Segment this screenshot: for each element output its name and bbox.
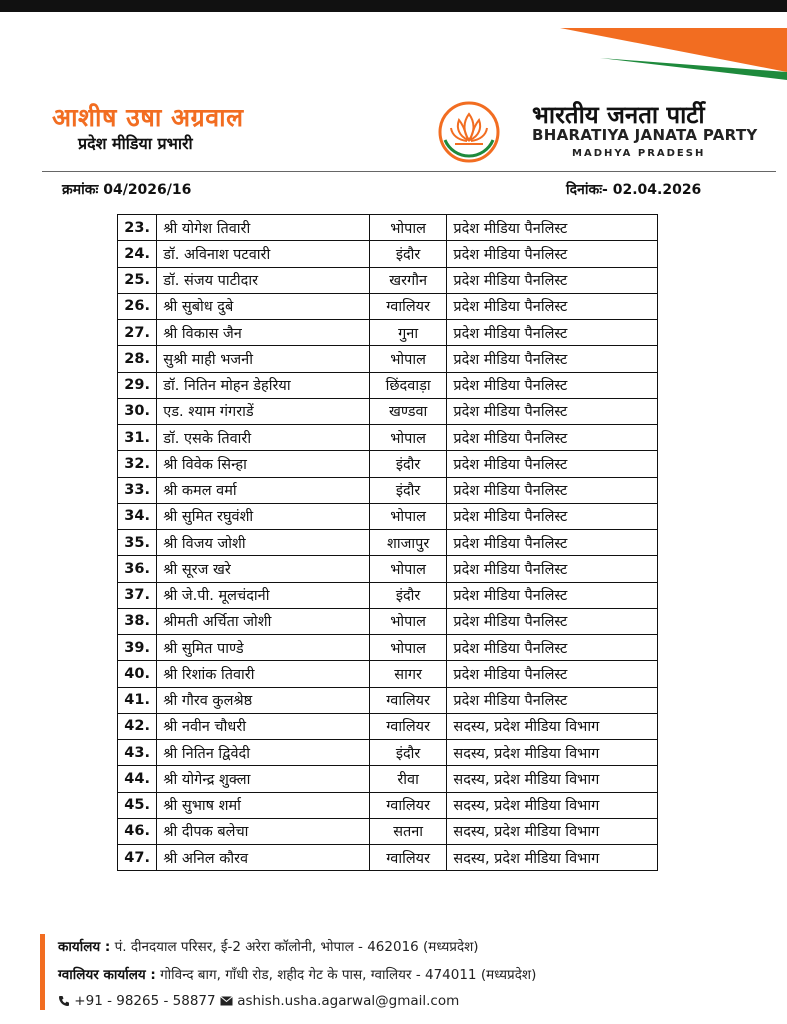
designation-cell: प्रदेश मीडिया पैनलिस्ट [447, 320, 658, 346]
city-cell: छिंदवाड़ा [369, 372, 447, 398]
table-row [118, 608, 658, 634]
serial-number-cell: 32. [118, 451, 157, 477]
members-table [117, 214, 658, 871]
city-cell: भोपाल [369, 346, 447, 372]
table-row [118, 320, 658, 346]
party-state: MADHYA PRADESH [572, 148, 706, 159]
serial-number-cell: 41. [118, 687, 157, 713]
member-name-cell: श्री योगेश तिवारी [157, 215, 370, 241]
designation-cell: सदस्य, प्रदेश मीडिया विभाग [447, 845, 658, 871]
date-label: दिनांकः- [566, 182, 608, 198]
city-cell: शाजापुर [369, 530, 447, 556]
contact-line [58, 993, 459, 1009]
reference-label: क्रमांकः [62, 182, 99, 198]
member-name-cell: श्री कमल वर्मा [157, 477, 370, 503]
phone-icon [58, 995, 70, 1007]
office-address-line [58, 937, 479, 955]
member-name-cell: श्री नितिन द्विवेदी [157, 740, 370, 766]
city-cell: सतना [369, 818, 447, 844]
gwalior-address: गोविन्द बाग, गाँधी रोड, शहीद गेट के पास, ग्वालियर - 474011 (मध्यप्रदेश) [160, 967, 537, 983]
city-cell: भोपाल [369, 503, 447, 529]
city-cell: भोपाल [369, 215, 447, 241]
table-row [118, 372, 658, 398]
designation-cell: प्रदेश मीडिया पैनलिस्ट [447, 608, 658, 634]
serial-number-cell: 39. [118, 635, 157, 661]
designation-cell: सदस्य, प्रदेश मीडिया विभाग [447, 818, 658, 844]
table-row [118, 792, 658, 818]
city-cell: इंदौर [369, 740, 447, 766]
designation-cell: प्रदेश मीडिया पैनलिस्ट [447, 267, 658, 293]
header-divider [42, 171, 776, 172]
email-address[interactable]: ashish.usha.agarwal@gmail.com [237, 993, 460, 1009]
serial-number-cell: 40. [118, 661, 157, 687]
serial-number-cell: 27. [118, 320, 157, 346]
official-name: आशीष उषा अग्रवाल [52, 103, 244, 132]
member-name-cell: श्री सूरज खरे [157, 556, 370, 582]
reference-number [62, 180, 191, 199]
designation-cell: प्रदेश मीडिया पैनलिस्ट [447, 530, 658, 556]
table-row [118, 635, 658, 661]
member-name-cell: श्री नवीन चौधरी [157, 713, 370, 739]
reference-value: 04/2026/16 [103, 182, 192, 198]
designation-cell: प्रदेश मीडिया पैनलिस्ट [447, 241, 658, 267]
serial-number-cell: 25. [118, 267, 157, 293]
member-name-cell: डॉ. अविनाश पटवारी [157, 241, 370, 267]
designation-cell: प्रदेश मीडिया पैनलिस्ट [447, 635, 658, 661]
table-row [118, 267, 658, 293]
date-value: 02.04.2026 [612, 182, 702, 198]
table-row [118, 556, 658, 582]
table-row [118, 477, 658, 503]
serial-number-cell: 44. [118, 766, 157, 792]
serial-number-cell: 31. [118, 425, 157, 451]
member-name-cell: डॉ. नितिन मोहन डेहरिया [157, 372, 370, 398]
city-cell: इंदौर [369, 582, 447, 608]
gwalior-label: ग्वालियर कार्यालय : [58, 967, 156, 983]
table-row [118, 398, 658, 424]
table-row [118, 425, 658, 451]
table-row [118, 215, 658, 241]
serial-number-cell: 28. [118, 346, 157, 372]
table-row [118, 451, 658, 477]
serial-number-cell: 36. [118, 556, 157, 582]
city-cell: ग्वालियर [369, 792, 447, 818]
city-cell: भोपाल [369, 608, 447, 634]
phone-number[interactable]: +91 - 98265 - 58877 [74, 993, 216, 1009]
serial-number-cell: 47. [118, 845, 157, 871]
table-row [118, 740, 658, 766]
member-name-cell: श्री सुबोध दुबे [157, 293, 370, 319]
saffron-green-corner-banner [0, 0, 787, 90]
designation-cell: प्रदेश मीडिया पैनलिस्ट [447, 215, 658, 241]
member-name-cell: एड. श्याम गंगराडें [157, 398, 370, 424]
serial-number-cell: 37. [118, 582, 157, 608]
member-name-cell: श्री विवेक सिन्हा [157, 451, 370, 477]
member-name-cell: श्री जे.पी. मूलचंदानी [157, 582, 370, 608]
office-address: पं. दीनदयाल परिसर, ई-2 अरेरा कॉलोनी, भोपाल - 462016 (मध्यप्रदेश) [114, 939, 479, 955]
city-cell: ग्वालियर [369, 713, 447, 739]
serial-number-cell: 43. [118, 740, 157, 766]
designation-cell: प्रदेश मीडिया पैनलिस्ट [447, 477, 658, 503]
serial-number-cell: 26. [118, 293, 157, 319]
designation-cell: प्रदेश मीडिया पैनलिस्ट [447, 398, 658, 424]
city-cell: भोपाल [369, 556, 447, 582]
table-row [118, 503, 658, 529]
designation-cell: सदस्य, प्रदेश मीडिया विभाग [447, 766, 658, 792]
serial-number-cell: 30. [118, 398, 157, 424]
member-name-cell: श्री योगेन्द्र शुक्ला [157, 766, 370, 792]
city-cell: इंदौर [369, 477, 447, 503]
member-name-cell: श्री अनिल कौरव [157, 845, 370, 871]
serial-number-cell: 35. [118, 530, 157, 556]
city-cell: इंदौर [369, 241, 447, 267]
member-name-cell: डॉ. एसके तिवारी [157, 425, 370, 451]
letter-date [566, 180, 701, 199]
designation-cell: सदस्य, प्रदेश मीडिया विभाग [447, 713, 658, 739]
table-row [118, 687, 658, 713]
member-name-cell: श्री सुमित पाण्डे [157, 635, 370, 661]
envelope-icon [220, 996, 233, 1006]
city-cell: रीवा [369, 766, 447, 792]
table-row [118, 818, 658, 844]
table-row [118, 713, 658, 739]
table-row [118, 293, 658, 319]
city-cell: ग्वालियर [369, 845, 447, 871]
city-cell: गुना [369, 320, 447, 346]
designation-cell: प्रदेश मीडिया पैनलिस्ट [447, 582, 658, 608]
designation-cell: प्रदेश मीडिया पैनलिस्ट [447, 293, 658, 319]
designation-cell: प्रदेश मीडिया पैनलिस्ट [447, 661, 658, 687]
serial-number-cell: 45. [118, 792, 157, 818]
party-name-hindi: भारतीय जनता पार्टी [532, 101, 705, 129]
member-name-cell: सुश्री माही भजनी [157, 346, 370, 372]
designation-cell: प्रदेश मीडिया पैनलिस्ट [447, 451, 658, 477]
designation-cell: प्रदेश मीडिया पैनलिस्ट [447, 372, 658, 398]
designation-cell: प्रदेश मीडिया पैनलिस्ट [447, 346, 658, 372]
city-cell: भोपाल [369, 635, 447, 661]
serial-number-cell: 33. [118, 477, 157, 503]
table-row [118, 241, 658, 267]
serial-number-cell: 29. [118, 372, 157, 398]
member-name-cell: डॉ. संजय पाटीदार [157, 267, 370, 293]
table-row [118, 582, 658, 608]
lotus-logo-icon [437, 100, 501, 164]
gwalior-address-line [58, 965, 536, 983]
table-row [118, 346, 658, 372]
designation-cell: सदस्य, प्रदेश मीडिया विभाग [447, 740, 658, 766]
table-row [118, 661, 658, 687]
table-row [118, 845, 658, 871]
serial-number-cell: 38. [118, 608, 157, 634]
city-cell: खरगौन [369, 267, 447, 293]
member-name-cell: श्री दीपक बलेचा [157, 818, 370, 844]
city-cell: ग्वालियर [369, 687, 447, 713]
serial-number-cell: 42. [118, 713, 157, 739]
serial-number-cell: 23. [118, 215, 157, 241]
designation-cell: प्रदेश मीडिया पैनलिस्ट [447, 687, 658, 713]
serial-number-cell: 24. [118, 241, 157, 267]
footer-accent-bar [40, 934, 45, 1010]
table-row [118, 530, 658, 556]
serial-number-cell: 34. [118, 503, 157, 529]
city-cell: भोपाल [369, 425, 447, 451]
serial-number-cell: 46. [118, 818, 157, 844]
member-name-cell: श्रीमती अर्चिता जोशी [157, 608, 370, 634]
designation-cell: प्रदेश मीडिया पैनलिस्ट [447, 503, 658, 529]
city-cell: सागर [369, 661, 447, 687]
member-name-cell: श्री रिशांक तिवारी [157, 661, 370, 687]
office-label: कार्यालय : [58, 939, 111, 955]
city-cell: इंदौर [369, 451, 447, 477]
designation-cell: प्रदेश मीडिया पैनलिस्ट [447, 425, 658, 451]
city-cell: खण्डवा [369, 398, 447, 424]
city-cell: ग्वालियर [369, 293, 447, 319]
designation-cell: प्रदेश मीडिया पैनलिस्ट [447, 556, 658, 582]
official-role: प्रदेश मीडिया प्रभारी [78, 134, 193, 153]
member-name-cell: श्री सुमित रघुवंशी [157, 503, 370, 529]
table-row [118, 766, 658, 792]
party-name-english: BHARATIYA JANATA PARTY [532, 126, 758, 144]
member-name-cell: श्री विकास जैन [157, 320, 370, 346]
member-name-cell: श्री विजय जोशी [157, 530, 370, 556]
member-name-cell: श्री सुभाष शर्मा [157, 792, 370, 818]
member-name-cell: श्री गौरव कुलश्रेष्ठ [157, 687, 370, 713]
designation-cell: सदस्य, प्रदेश मीडिया विभाग [447, 792, 658, 818]
